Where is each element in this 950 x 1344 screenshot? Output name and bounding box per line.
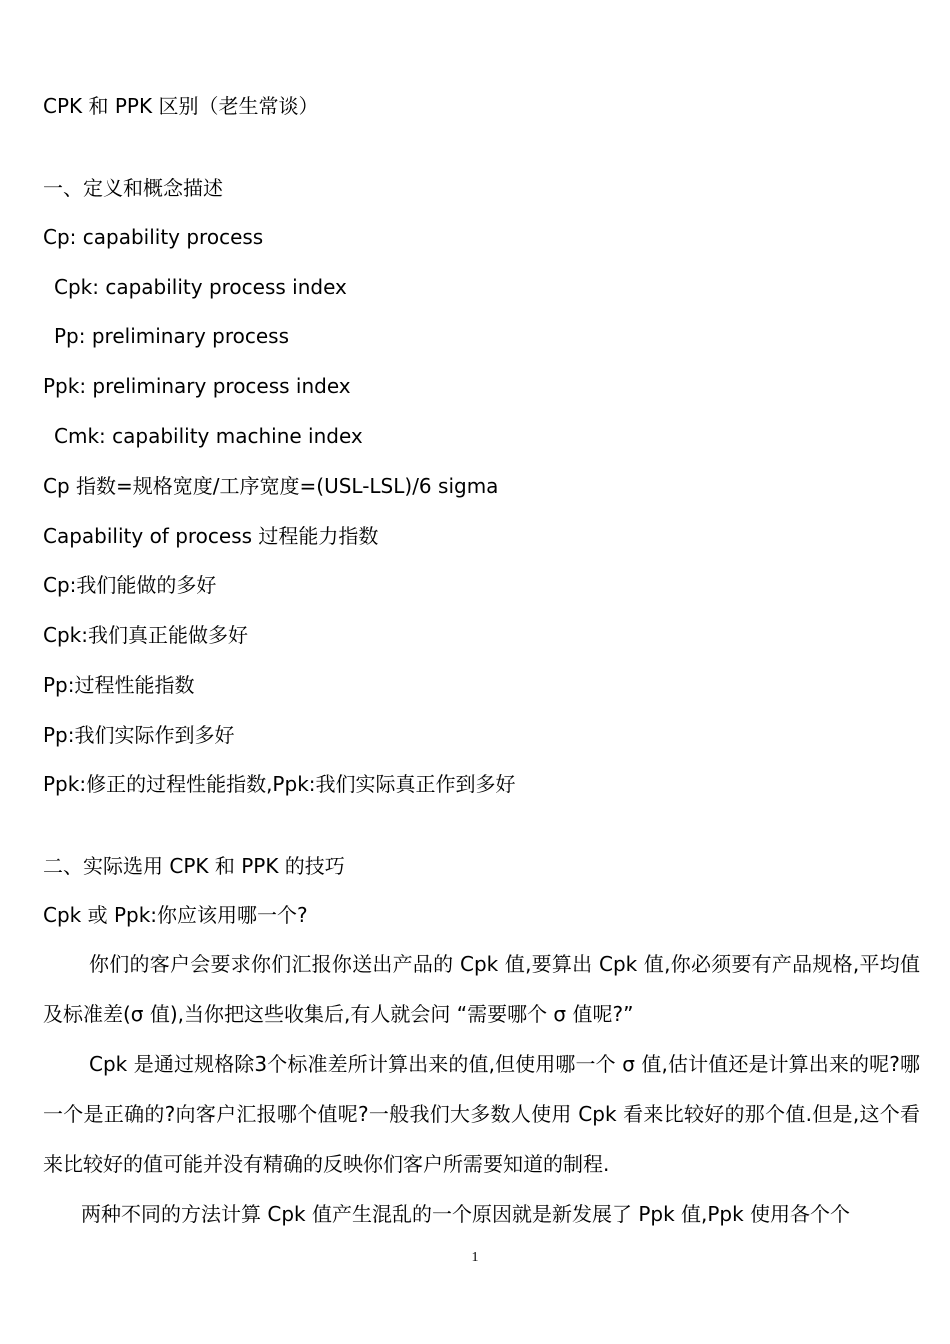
definition-line: Ppk:修正的过程性能指数,Ppk:我们实际真正作到多好	[43, 772, 516, 796]
definition-line: Cp: capability process	[43, 225, 264, 249]
definition-line: Cp:我们能做的多好	[43, 573, 217, 597]
definition-line: Pp: preliminary process	[54, 324, 289, 348]
section2-heading: 二、实际选用 CPK 和 PPK 的技巧	[43, 854, 345, 878]
definition-line: Capability of process 过程能力指数	[43, 524, 379, 548]
section2-question: Cpk 或 Ppk:你应该用哪一个?	[43, 903, 308, 927]
body-paragraph: 两种不同的方法计算 Cpk 值产生混乱的一个原因就是新发展了 Ppk 值,Ppk 使用各个个	[81, 1202, 851, 1226]
definition-line: Cmk: capability machine index	[54, 424, 363, 448]
section1-heading: 一、定义和概念描述	[43, 176, 223, 200]
definition-line: Pp:我们实际作到多好	[43, 723, 235, 747]
definition-line: Pp:过程性能指数	[43, 673, 195, 697]
definition-line: Ppk: preliminary process index	[43, 374, 351, 398]
body-paragraph: Cpk 是通过规格除3个标准差所计算出来的值,但使用哪一个 σ 值,估计值还是计算出来的呢?哪一个是正确的?向客户汇报哪个值呢?一般我们大多数人使用 Cpk 看来比较好的那个值.但是,这个看来比较好的值可能并没有精确的反映你们客户所需要知道的制程.	[43, 1052, 920, 1176]
definition-line: Cp 指数=规格宽度/工序宽度=(USL-LSL)/6 sigma	[43, 474, 499, 498]
page-number: 1	[471, 1250, 479, 1265]
body-paragraph: 你们的客户会要求你们汇报你送出产品的 Cpk 值,要算出 Cpk 值,你必须要有产品规格,平均值及标准差(σ 值),当你把这些收集后,有人就会问 “需要哪个 σ 值呢?”	[43, 952, 920, 1026]
definition-line: Cpk: capability process index	[54, 275, 347, 299]
definition-line: Cpk:我们真正能做多好	[43, 623, 248, 647]
document-title: CPK 和 PPK 区别（老生常谈）	[43, 94, 319, 118]
